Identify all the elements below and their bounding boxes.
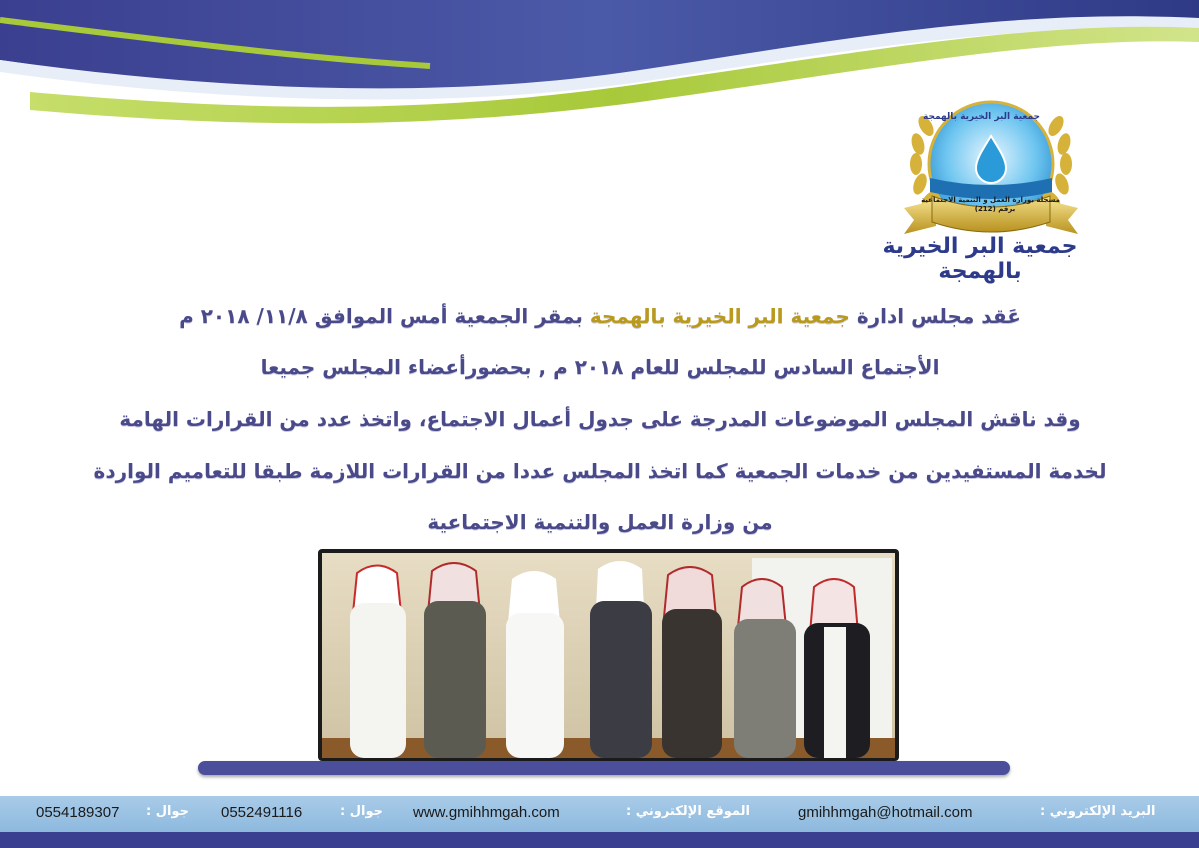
announcement-line-4: لخدمة المستفيدين من خدمات الجمعية كما اتخذ المجلس عددا من القرارات اللازمة طبقا للتعاميم الواردة xyxy=(93,459,1107,483)
mobile-number-2[interactable]: 0554189307 xyxy=(36,804,120,821)
footer-bottom-band xyxy=(0,832,1199,848)
announcement-line-5: من وزارة العمل والتنمية الاجتماعية xyxy=(427,510,773,534)
line1-highlight: جمعية البر الخيرية بالهمجة xyxy=(589,304,850,328)
mobile-number-1[interactable]: 0552491116 xyxy=(221,804,303,821)
logo-arc-text: جمعية البر الخيرية بالهمجة xyxy=(923,112,1040,122)
line1-text-b: بمقر الجمعية أمس الموافق ١١/٨/ ٢٠١٨ م xyxy=(179,304,590,328)
announcement-line-2: الأجتماع السادس للمجلس للعام ٢٠١٨ م , بحضورأعضاء المجلس جميعا xyxy=(260,355,940,379)
logo-registration-text: مسجلة بوزارة العمل و التنمية الاجتماعية xyxy=(921,196,1060,204)
mobile-label-2: جوال : xyxy=(146,804,189,819)
email-link[interactable]: gmihhmgah@hotmail.com xyxy=(798,804,973,821)
announcement-line-1 xyxy=(60,304,1140,328)
website-label: الموقع الإلكتروني : xyxy=(626,804,750,819)
mobile-label-1: جوال : xyxy=(340,804,383,819)
organization-name: جمعية البر الخيرية بالهمجة xyxy=(882,234,1078,284)
email-label: البريد الإلكتروني : xyxy=(1040,804,1156,819)
website-link[interactable]: www.gmihhmgah.com xyxy=(413,804,560,821)
announcement-line-3: وقد ناقش المجلس الموضوعات المدرجة على جدول أعمال الاجتماع، واتخذ عدد من القرارات الهامة xyxy=(119,407,1081,431)
photo-underline-bar xyxy=(198,761,1010,775)
group-photo xyxy=(322,553,895,758)
logo-number-text: برقم (212) xyxy=(974,205,1016,213)
line1-text-a: عَقد مجلس ادارة xyxy=(849,304,1021,328)
